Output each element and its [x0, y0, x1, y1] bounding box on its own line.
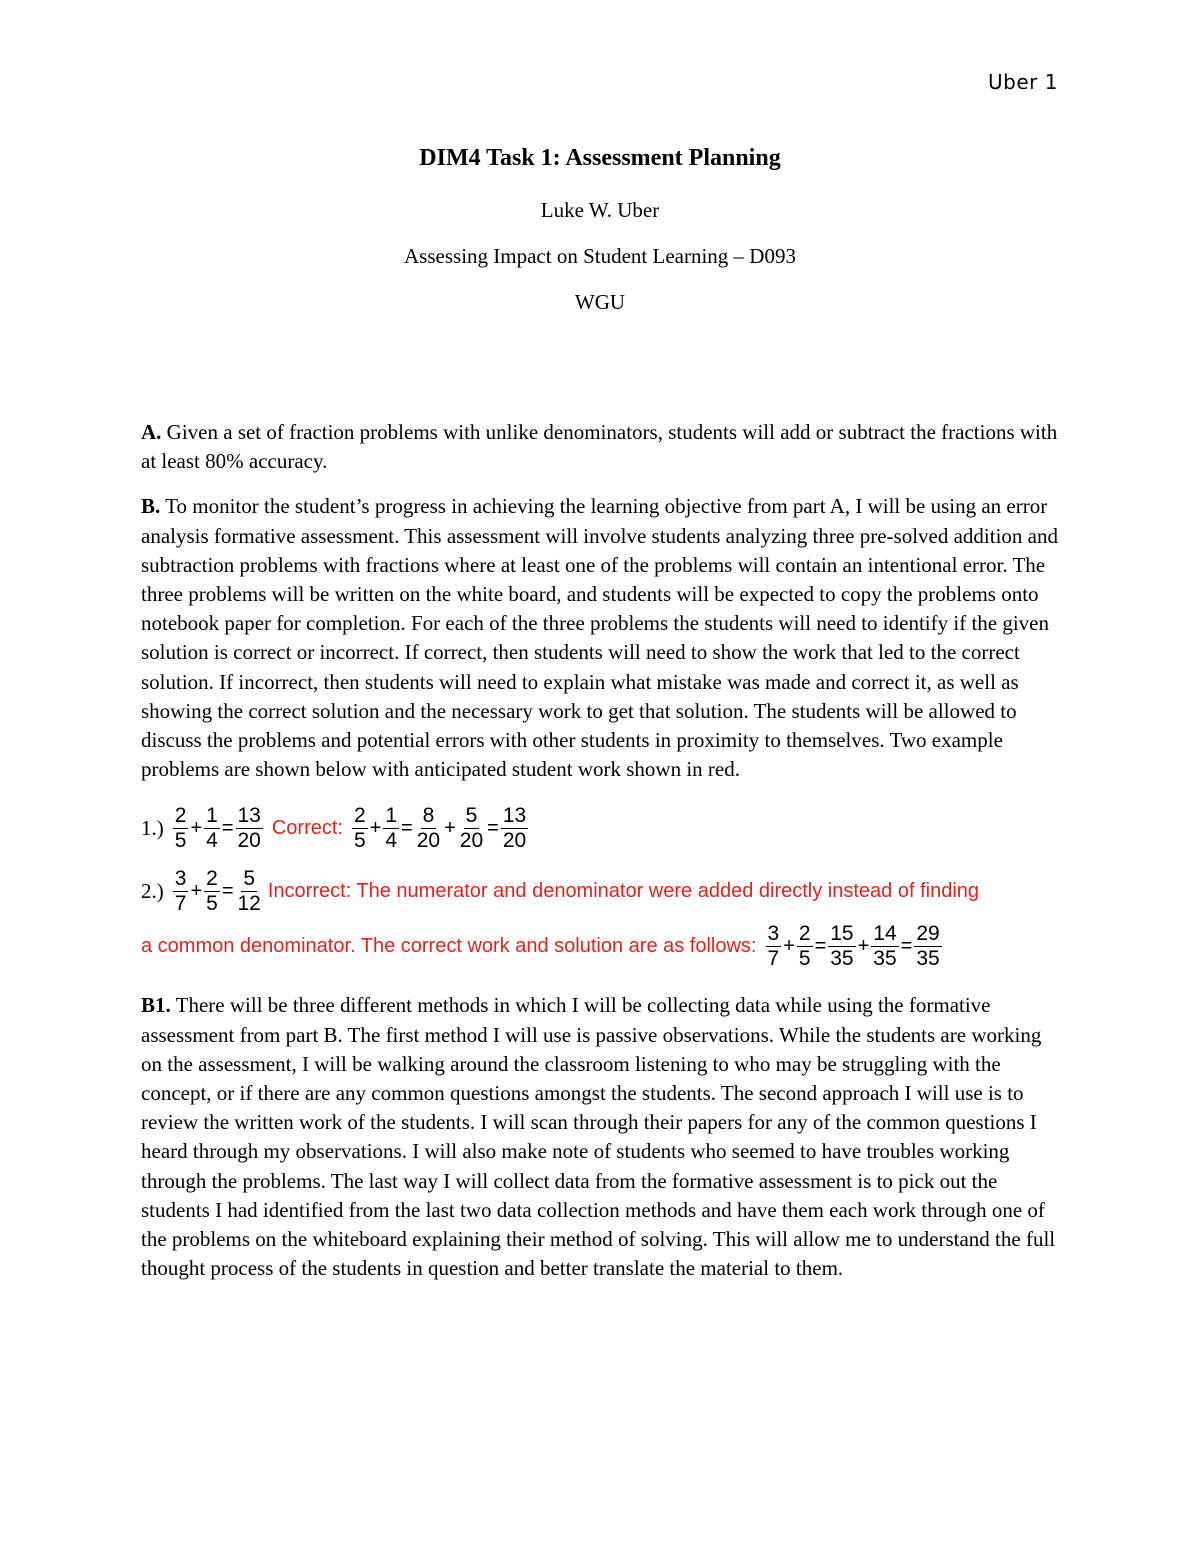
fraction: $\frac{2}{5}$ [174, 804, 187, 853]
example-1 [141, 804, 1061, 853]
course-name: Assessing Impact on Student Learning – D093 [404, 244, 796, 268]
operator: = [221, 880, 234, 903]
fraction: $\frac{1}{4}$ [385, 804, 398, 853]
section-a-label: A. [141, 420, 162, 444]
operator: + [444, 817, 456, 840]
example-1-verdict: Correct: [271, 817, 343, 840]
fraction: $\frac{15}{35}$ [830, 922, 854, 971]
section-b1-paragraph [141, 991, 1061, 1283]
operator: = [401, 817, 413, 840]
example-1-number: 1.) [141, 816, 164, 841]
fraction: $\frac{1}{4}$ [206, 804, 218, 853]
example-2 [141, 867, 1061, 916]
fraction: $\frac{14}{35}$ [873, 922, 897, 971]
section-a-paragraph [141, 418, 1061, 476]
fraction: $\frac{3}{7}$ [767, 922, 780, 971]
fraction: $\frac{2}{5}$ [206, 867, 218, 916]
fraction: $\frac{2}{5}$ [798, 922, 811, 971]
section-b-label: B. [141, 494, 161, 519]
operator: + [190, 880, 203, 903]
operator: + [190, 817, 203, 840]
operator: + [369, 817, 382, 840]
section-b1-label: B1. [141, 993, 171, 1018]
running-head: Uber 1 [988, 70, 1058, 94]
example-2-explanation-line-2: a common denominator. The correct work and solution are as follows: [141, 935, 757, 958]
example-2-continued [141, 922, 1061, 971]
section-b1-text: There will be three different methods in which I will be collecting data while using the formative assessment from part B. The first method I will use is passive observations. While the students are working on the assessment, I will be walking around the classroom listening to who may be struggling with the concept, or if there are any common questions amongst the students. The second approach I will use is to review the written work of the students. I will scan through their papers for any of the common questions I heard through my observations. I will also make note of students who seemed to have troubles working through the problems. The last way I will collect data from the formative assessment is to pick out the students I had identified from the last two data collection methods and have them each work through one of the problems on the whiteboard explaining their method of solving. This will allow me to understand the full thought process of the students in question and better translate the material to them. [141, 993, 1056, 1281]
title-block [0, 140, 1200, 336]
institution-name: WGU [574, 290, 626, 314]
section-b-paragraph [141, 492, 1061, 784]
example-2-number: 2.) [141, 879, 164, 904]
operator: = [221, 817, 234, 840]
fraction: $\frac{2}{5}$ [353, 804, 366, 853]
fraction: $\frac{13}{20}$ [237, 804, 261, 853]
document-title: DIM4 Task 1: Assessment Planning [419, 145, 781, 171]
section-b-text: To monitor the student’s progress in achieving the learning objective from part A, I will be using an error analysis formative assessment. This assessment will involve students analyzing three pre-solved addition and subtraction problems with fractions where at least one of the problems will contain an intentional error. The three problems will be written on the white board, and students will be expected to copy the problems onto notebook paper for completion. For each of the three problems the students will need to identify if the given solution is correct or incorrect. If correct, then students will need to show the work that led to the correct solution. If incorrect, then students will need to explain what mistake was made and correct it, as well as showing the correct solution and the necessary work to get that solution. The students will be allowed to discuss the problems and potential errors with other students in proximity to themselves. Two example problems are shown below with anticipated student work shown in red. [141, 494, 1059, 782]
author-name: Luke W. Uber [540, 198, 660, 222]
operator: = [814, 935, 827, 958]
section-a-text: Given a set of fraction problems with unlike denominators, students will add or subtract the fractions with at least 80% accuracy. [141, 420, 1058, 474]
operator: + [857, 935, 870, 958]
fraction: $\frac{13}{20}$ [502, 804, 527, 853]
fraction: $\frac{3}{7}$ [174, 867, 187, 916]
operator: + [783, 935, 795, 958]
operator: = [900, 935, 913, 958]
example-2-explanation-line-1: Incorrect: The numerator and denominator were added directly instead of finding [267, 880, 980, 903]
document-body [141, 418, 1061, 1299]
fraction: $\frac{29}{35}$ [916, 922, 940, 971]
fraction: $\frac{5}{20}$ [459, 804, 484, 853]
fraction: $\frac{8}{20}$ [416, 804, 441, 853]
fraction: $\frac{5}{12}$ [237, 867, 261, 916]
operator: = [487, 817, 499, 840]
